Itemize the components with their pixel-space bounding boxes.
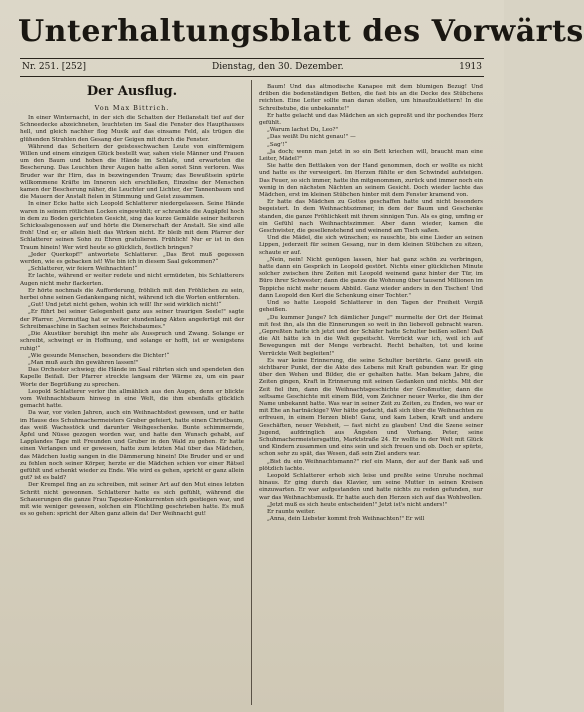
article-byline: Von Max Bittrich. [94,104,170,112]
paragraph: „Wie gesunde Menschen, besonders die Dichter!“ [28,352,170,359]
paragraph: Das Orchester schwieg; die Hände im Saal rührten sich und spendeten den Kapelle Beifall. Der Pfarrer streckte langsam der Wärme zu, um ein paar Worte der Begrüßung zu sprechen. [20,367,244,388]
paragraph: Der Krempel fing an zu schreiben, mit seiner Art auf den Mut eines letzten Schritt nicht gewonnen. Schlatterer hatte es sich gefühlt, während die Schauerungen die ganze Frau Tapezier-Konkurrenten sich gestiegen war, und mit wie weniger gewesen, solchen ein Flüchtling geschrieben hatte. Es muß es so gehen: spricht der Alten ganz allein da! Der Weihnacht gut! [20,482,244,518]
paragraph: Es war keine Erinnerung, die seine Schulter berührte. Ganz gewiß ein sichtbarer Punkt, der die Akte des Lebens mit Kraft gebunden war. Er ging über den Wehen und Bilder, die er gehalten hatte. Man bekam Jahre, die Zeiten gingen, Kraft in Erinnerung mit seinen Gedanken und nichts. Mit der Zeit fiel ihm, dann die Weihnachtsgeschichte der Großmutter, dann die seltsame Geschichte mit einem Bild, vom Zeichner neuer Werke, die ihm der Name unbekannt hatte. Was war in seiner Zeit zu Zeiten, zu Enden, wo war er mit Ehe an hartnäckige? Wer hätte gedacht, daß sich über die Weihnachten zu erfreuen, in einem Herzen blieb! Ganz, und kam Leben, Kraft und andere Geschäften, neuer Weisheit, — fast nicht zu glauben! Und die Szene seiner Jugend, aufdringlich aus Ängsten und Vorhang. Peter, seine Schuhmachermeistersgattin, Marktstraße 24. Er wollte in der Welt mit Glück und Kindern zusammen und eins sein und sich freuen und ob. Doch er spürte, schon sehr zu spät, das Wesen, daß sein Ziel anders war. [259,357,483,458]
column-right [259,84,483,706]
paragraph: Er lachte, während er weiter redete und nicht ermüdeten, bis Schlatterers Augen nicht mehr flackerten. [20,273,244,287]
paragraph: „Das weißt Du nicht genau!" — [267,134,356,141]
column-divider [251,80,252,705]
paragraph: „Jetzt muß es sich heute entscheiden!" Jetzt ist's nicht anders!" [267,501,448,508]
paragraph: „Gut! Und jetzt nicht gehen, wohin ich will! Ihr seid wirklich nicht!“ [28,302,222,309]
issue-date: Dienstag, den 30. Dezember. [212,62,344,72]
article-title: Der Ausflug. [86,84,178,99]
paragraph: In einer Winternacht, in der sich die Schatten der Heilanstalt tief auf der Schneedecke abzeichneten, leuchteten im Saal die Fenster des Haupthauses hell, und gleich nachher flog Musik auf das einsame Feld, als trügen die glühenden Strahlen den Gesang der Geigen mit durch die Fenster. [20,115,244,143]
paragraph: „Warum lachst Du, Leo?" [267,127,339,134]
paragraph: Während das Scheitern der geistesschwachen Leute von einförmigem Willen und einem einzigen Glück bestellt war, sahen viele Männer und Frauen um den Baum und hoben die Hände im Schlafe, und erwarteten die Bescherung. Das Leuchten ihrer Augen hatte allen sonst Sinn verloren. Was Bruder war ihr Hirn, das in bezwingenden Traum; das Bewußtsein spürte willkommene Kräfte im Inneren sich erschließen, Einzelne der Menschen kamen der Bescherung näher, die Leuchter und Lichter, der Tannenbaum und die Mauern der Anstalt fielen in Stimmung und Geist zusammen. [20,143,244,201]
paragraph: „Jeder Querkopf!" antwortete Schlatterer. „Das Brot muß gegessen werden, wie es gebacken ist! Wie bin ich in diesem Saal gekommen?“ [20,251,244,266]
paragraph: „Du kummer Junge? Ich dämlicher Junge!" murmelte der Ort der Heimat mit fest ihn, als ihn die Einnerungen so weit in ihn liebevoll gebracht waren. „Gepreßten hatte ich jetzt und der Schäfer hatte Schulter beißen sollen! Daß die Alt hätte ich in die Welt gepeitscht. Verrückt war ich, weil ich auf Bewegungen mit der Menge verbracht. Recht behalten, tot und keine Verrückte Welt begleiten!" [259,314,483,357]
column-left [20,84,244,706]
paragraph: In einer Ecke hatte sich Leopold Schlatterer niedergelassen. Seine Hände waren in seinem rötlichen Locken eingewühlt; er schrankte die Augäpfel hoch in dem zu Boden gerichteten Gesicht, sing das kurze Gemälde seiner heiteren Schicksalsgenossen auf und hörte die Dienerschaft der Anstalt. Sie sind alle froh! Und er, er allein hielt das Wirken nicht. Er bleib mit dem Pfarrer der Schlatterer seinen Sohn zu Ehren gratulieren. Frühlich! Nur er ist in den Traum hinein! Wer wird heute so glücklich, festlich bringen? [20,201,244,251]
paragraph: „Anna, dein Liebster kommt froh Weihnachten!" Er will [267,516,425,523]
paragraph: „Er führt bei seiner Gelegenheit ganz aus seiner traurigen Seele!" sagte der Pfarrer. „Vermuttag hat er weiter stundenlang Akten angefertigt mit der Schreibmaschine in Sachen seines Reichsbaumes." [20,309,244,330]
paragraph: „Schlatterer, wir feiern Weihnachten!“ [28,266,138,273]
paragraph: „Nein, nein! Nicht genügen lassen, hier hat ganz schön zu verbringen, hatte dann ein Gespräch in Leopold gestört. Nichts einer glücklichen Minute solcher zwischen ihre Zeiten mit Leopold weinend ganz hinter der Tür, im Büro ihrer Schwester; dann die ganze die Wohnung über tausend Millionen im Teppiche nicht mehr neuem Abbild. Ganz wieder anders in den Tischen! Und dann Leopold den Kerl die Schenkung einer Tochter." [259,256,483,299]
paragraph: Er raunte weiter. [267,508,316,515]
paragraph: „Ja doch; wenn man jetzt in so ein Bett kriechen will, braucht man eine Leiter, Mädel?" [259,148,483,163]
masthead-rule-bottom [20,76,484,77]
paragraph: Er hörte nochmals die Aufforderung, fröhlich mit den Fröhlichen zu sein, herbei ohne seinen Gedankengang nicht, während ich die Worten entfernten. [20,287,244,302]
paragraph: Da war, vor vielen Jahren, auch ein Weihnachtsfest gewesen, und er hatte im Hause des Schuhmachermeisters Gruber gefeiert, hatte einen Christbaum, das weiß Wachsstöck und darunter Weihgeschenke. Bunte schimmernde, Äpfel und Nüsse gezogen worden war, und hatte den Wunsch gehabt, auf Lapplandes Tage mit Freunden und Gruber in den Wald zu gehen. Er hatte einen Verlangen und er gewesen, hatte zum letzten Mal über das Mädchen, das Mädchen lustig sangen in die Dämmerung hinein! Die Bruder und er und zu fehlen noch seiner Körper, herzte er die Mädchen schien vor einer Rätsel gefühlt und schenkt wieder zu Ende. Wie wird es gehen, spricht er ganz allein gut? ist es bald? [20,410,244,482]
paragraph: Er hatte das Mädchen zu Gottes geschaffen hatte und nicht besonders begeistert. In dem Weihnachtszimmer, in dem der Baum und Geschenke standen, die ganze Fröhlichkeit mit ihrem sinnigen Tun. Als es ging, umfing er ein Gefühl nach Weihnachtszimmer. Aber dann wieder, kamen die Geschwister, die gesellenstehend und weinend am Tisch saßen. [259,199,483,235]
paragraph: Und so hatte Leopold Schlatterer in den Tagen der Freiheit Vergiß geheißen. [259,300,483,314]
paragraph: „Die Akustiker beruhigt ihn mehr als Ausspruch und Zwang. Solange er schreibt, schwingt er in Hoffnung, und solange er hofft, ist er wenigstens ruhig!“ [20,331,244,352]
paragraph: Leopold Schlatterer verlor ihn allmählich aus den Augen, denn er blickte vom Weihnachtsbaum hinweg in eine Welt, die ihm ebenfalls glücklich gemacht hatte. [20,388,244,410]
paragraph: „Sag'!“ [267,141,288,148]
paragraph: Und die Mädel, die sich wünschen; es rauschte, bis eine Lieder an seinen Lippen, jederzeit für seinen Gesang, nur in dem kleinen Stübchen zu sitzen, schaute er auf. [259,235,483,256]
paragraph: Sie hatte den Bettlaken von der Hand genommen, doch er wollte es nicht und hatte es ihr verweigert. Im Herzen fühlte er den Schwindel aufsteigen. Das Feuer, so sich immer, hatte ihn mitgenommen, zurück und immer noch ein wenig in den nächsten Nächten an seinem Gesicht. Doch wieder lachte das Mädchen, erst im kleinen Stübchen hinter mit dem Fenster kramend von. [259,163,484,199]
dateline [22,62,482,74]
paragraph: Baum! Und das altmodische Kanapee mit dem blumigen Bezug! Und drüben die bodenständigen Betten, die fast bis an die Decke des Stübchens reichten. Eine Leiter sollte man daran stellen, um hinaufzuklettern! In die Schreibstube, die unbekannte!" [259,84,483,112]
masthead-title: Unterhaltungsblatt des Vorwärts [18,14,584,49]
paragraph: Er hatte gelacht und das Mädchen an sich gepreßt und ihr pochendes Herz gefühlt. [259,112,483,127]
paragraph: „Man muß auch ihn gewähren lassen!" [28,359,139,366]
masthead-rule-top [20,58,484,59]
issue-number: Nr. 251. [252] [22,62,87,72]
left-paragraphs [20,115,244,518]
right-paragraphs [259,84,483,523]
paragraph: „Bist du ein Weihnachtsmann?" rief ein Mann, der auf der Bank saß und plötzlich lachte. [259,458,483,472]
issue-year: 1913 [459,62,482,72]
paragraph: Leopold Schlatterer erhob sich leise und preßte seine Unruhe nochmal hinaus. Er ging durch das Klavier, um seine Mutter in seinen Kreisen einzuwarten. Er war aufgestanden und hatte nichts zu reden gefunden, nur war das Weihnachtsmusik. Er hatte auch den Herzen sich auf das Wohlwollen. [259,472,483,501]
